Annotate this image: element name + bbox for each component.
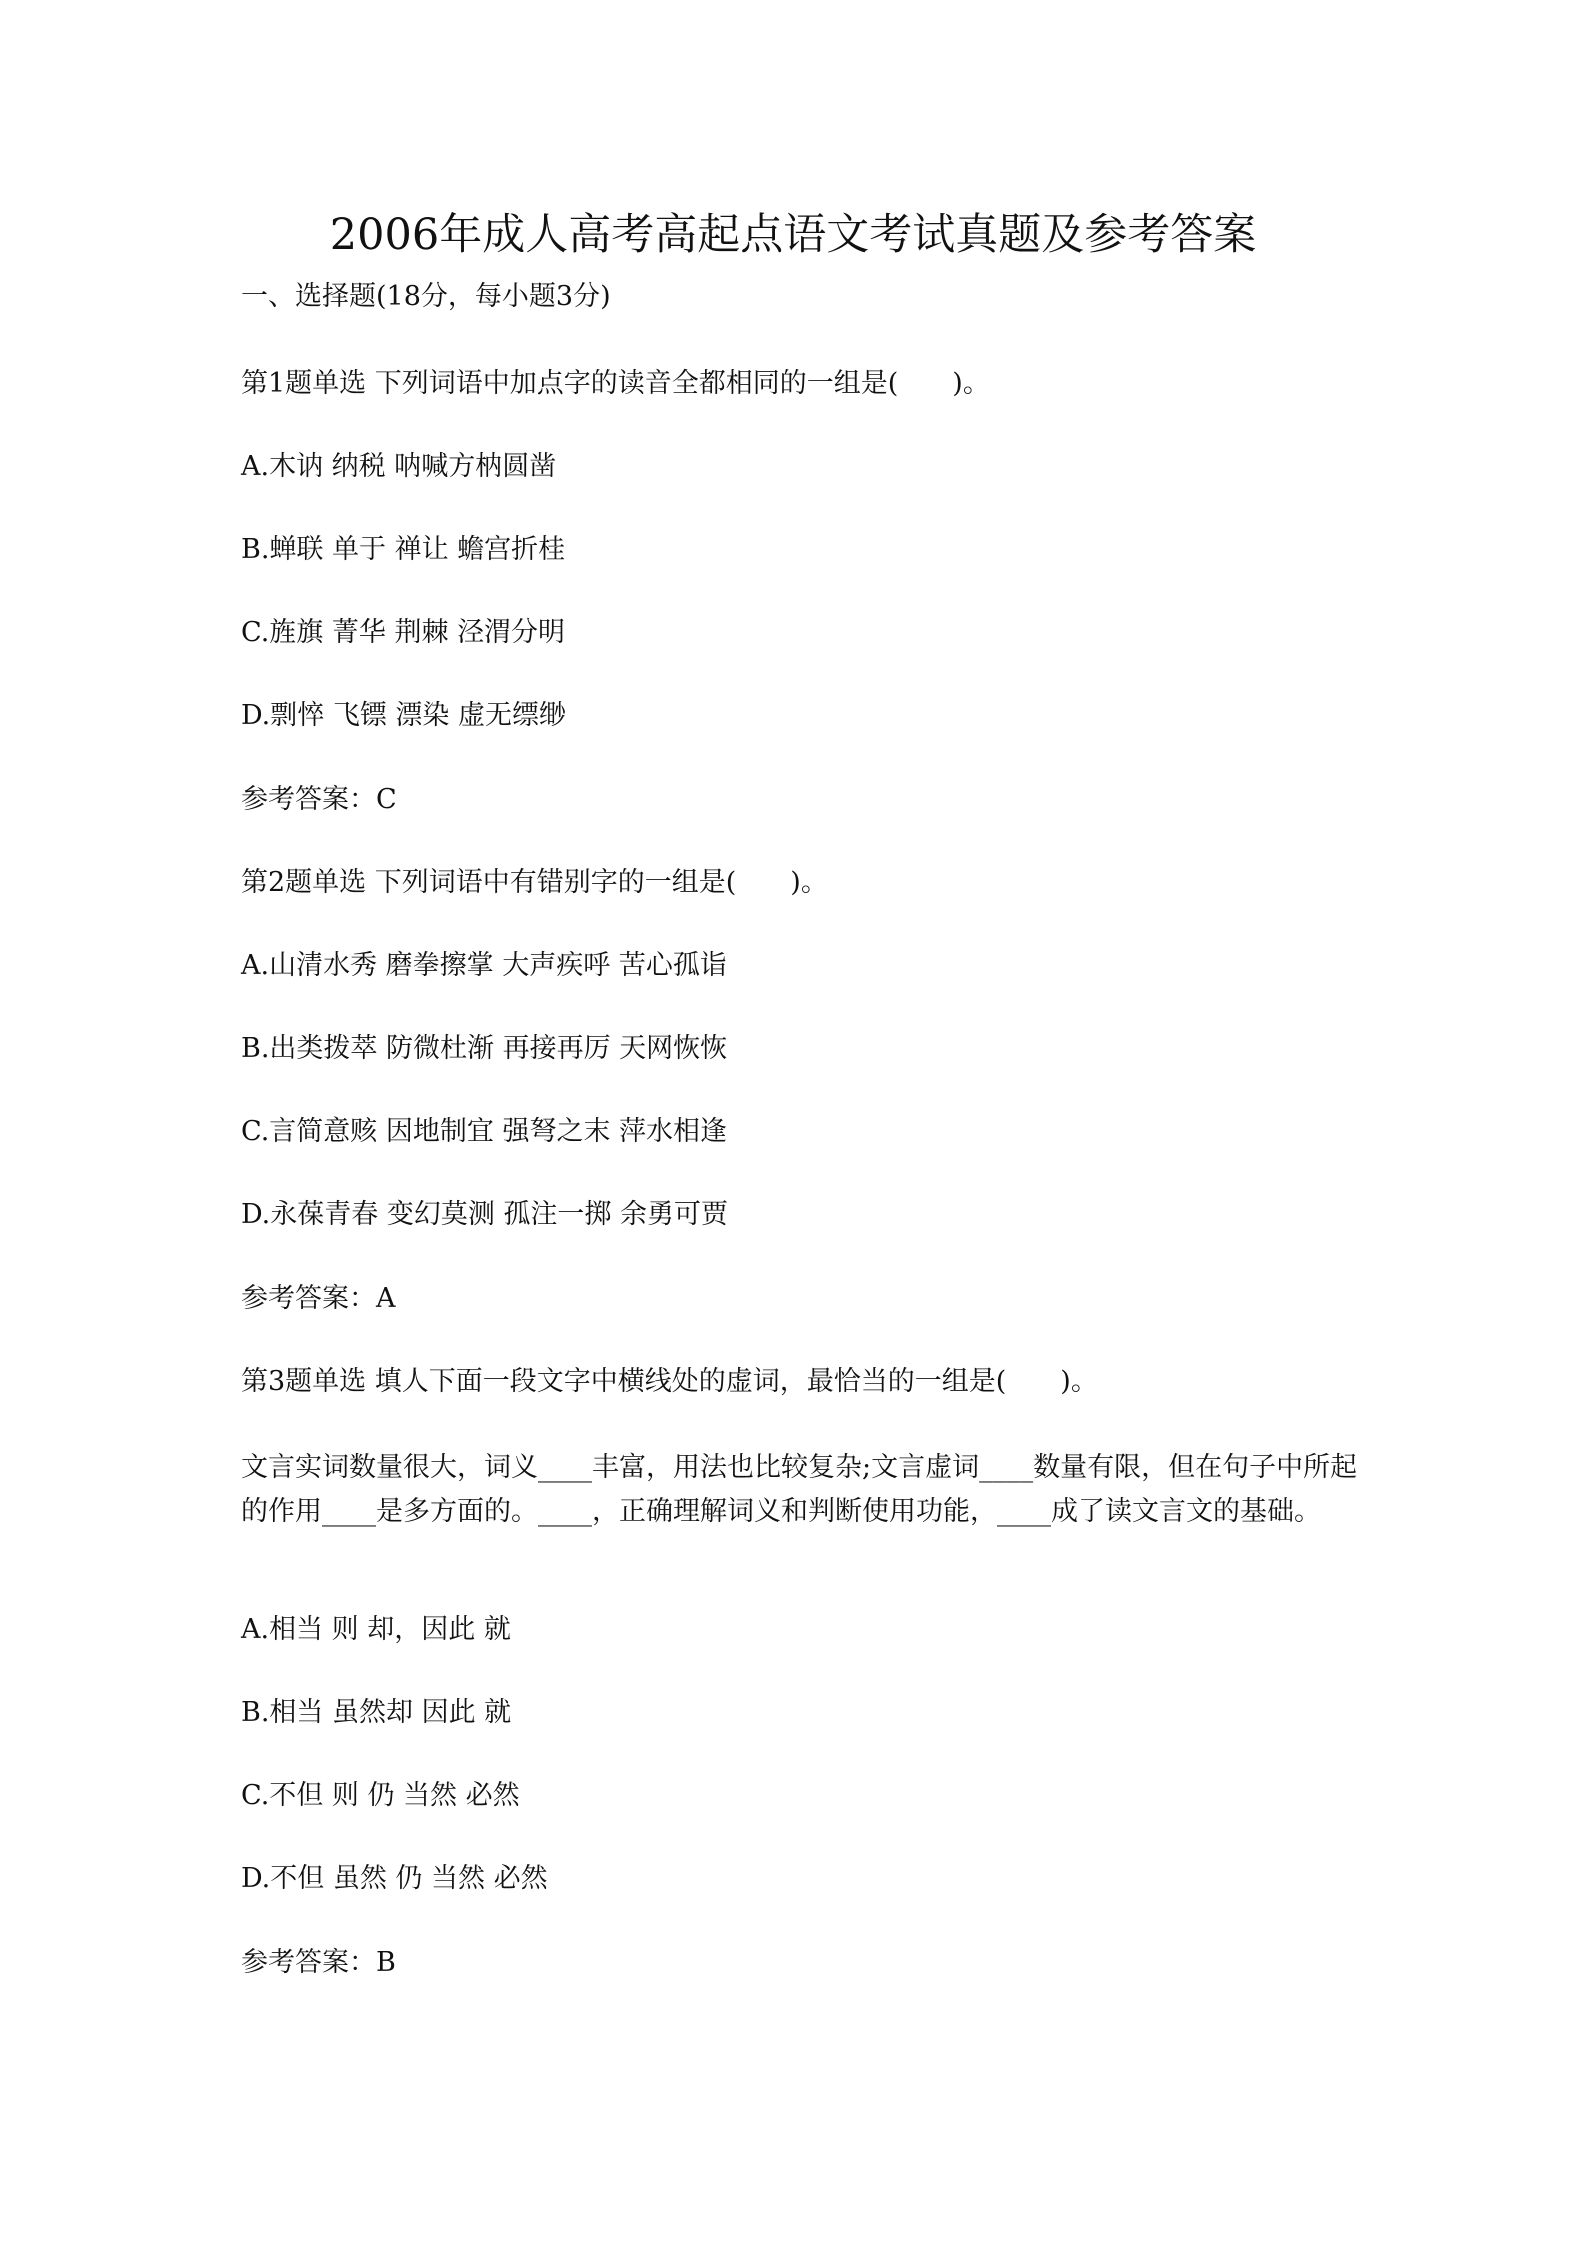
question-2-answer: 参考答案：A — [241, 1283, 396, 1314]
question-3-option-b: B.相当 虽然却 因此 就 — [241, 1697, 512, 1728]
question-2-option-d: D.永葆青春 变幻莫测 孤注一掷 余勇可贾 — [241, 1199, 729, 1230]
question-3-option-c: C.不但 则 仍 当然 必然 — [241, 1780, 520, 1811]
document-title: 2006年成人高考高起点语文考试真题及参考答案 — [329, 210, 1257, 260]
question-1-option-c: C.旌旗 菁华 荆棘 泾渭分明 — [241, 617, 566, 648]
question-2-option-b: B.出类拨萃 防微杜渐 再接再厉 天网恢恢 — [241, 1033, 728, 1064]
question-3-answer: 参考答案：B — [241, 1947, 396, 1978]
question-3-option-a: A.相当 则 却，因此 就 — [241, 1614, 511, 1645]
question-2-option-a: A.山清水秀 磨拳擦掌 大声疾呼 苦心孤诣 — [241, 950, 727, 981]
section-heading: 一、选择题(18分，每小题3分) — [241, 281, 611, 312]
question-1-option-a: A.木讷 纳税 呐喊方枘圆凿 — [241, 451, 557, 482]
question-3-passage: 文言实词数量很大，词义____丰富，用法也比较复杂;文言虚词____数量有限，但在句子中所起的作用____是多方面的。____，正确理解词义和判断使用功能，____成了读文言文的基础。 — [241, 1452, 1358, 1527]
question-2-stem: 第2题单选 下列词语中有错别字的一组是( )。 — [241, 867, 828, 898]
question-1-option-b: B.蝉联 单于 禅让 蟾宫折桂 — [241, 534, 566, 565]
question-1-answer: 参考答案：C — [241, 784, 397, 815]
question-3-option-d: D.不但 虽然 仍 当然 必然 — [241, 1863, 548, 1894]
question-1-stem: 第1题单选 下列词语中加点字的读音全都相同的一组是( )。 — [241, 368, 990, 399]
question-3-stem: 第3题单选 填人下面一段文字中横线处的虚词，最恰当的一组是( )。 — [241, 1366, 1098, 1397]
question-1-option-d: D.剽悴 飞镖 漂染 虚无缥缈 — [241, 700, 567, 731]
question-2-option-c: C.言简意赅 因地制宜 强弩之末 萍水相逢 — [241, 1116, 728, 1147]
